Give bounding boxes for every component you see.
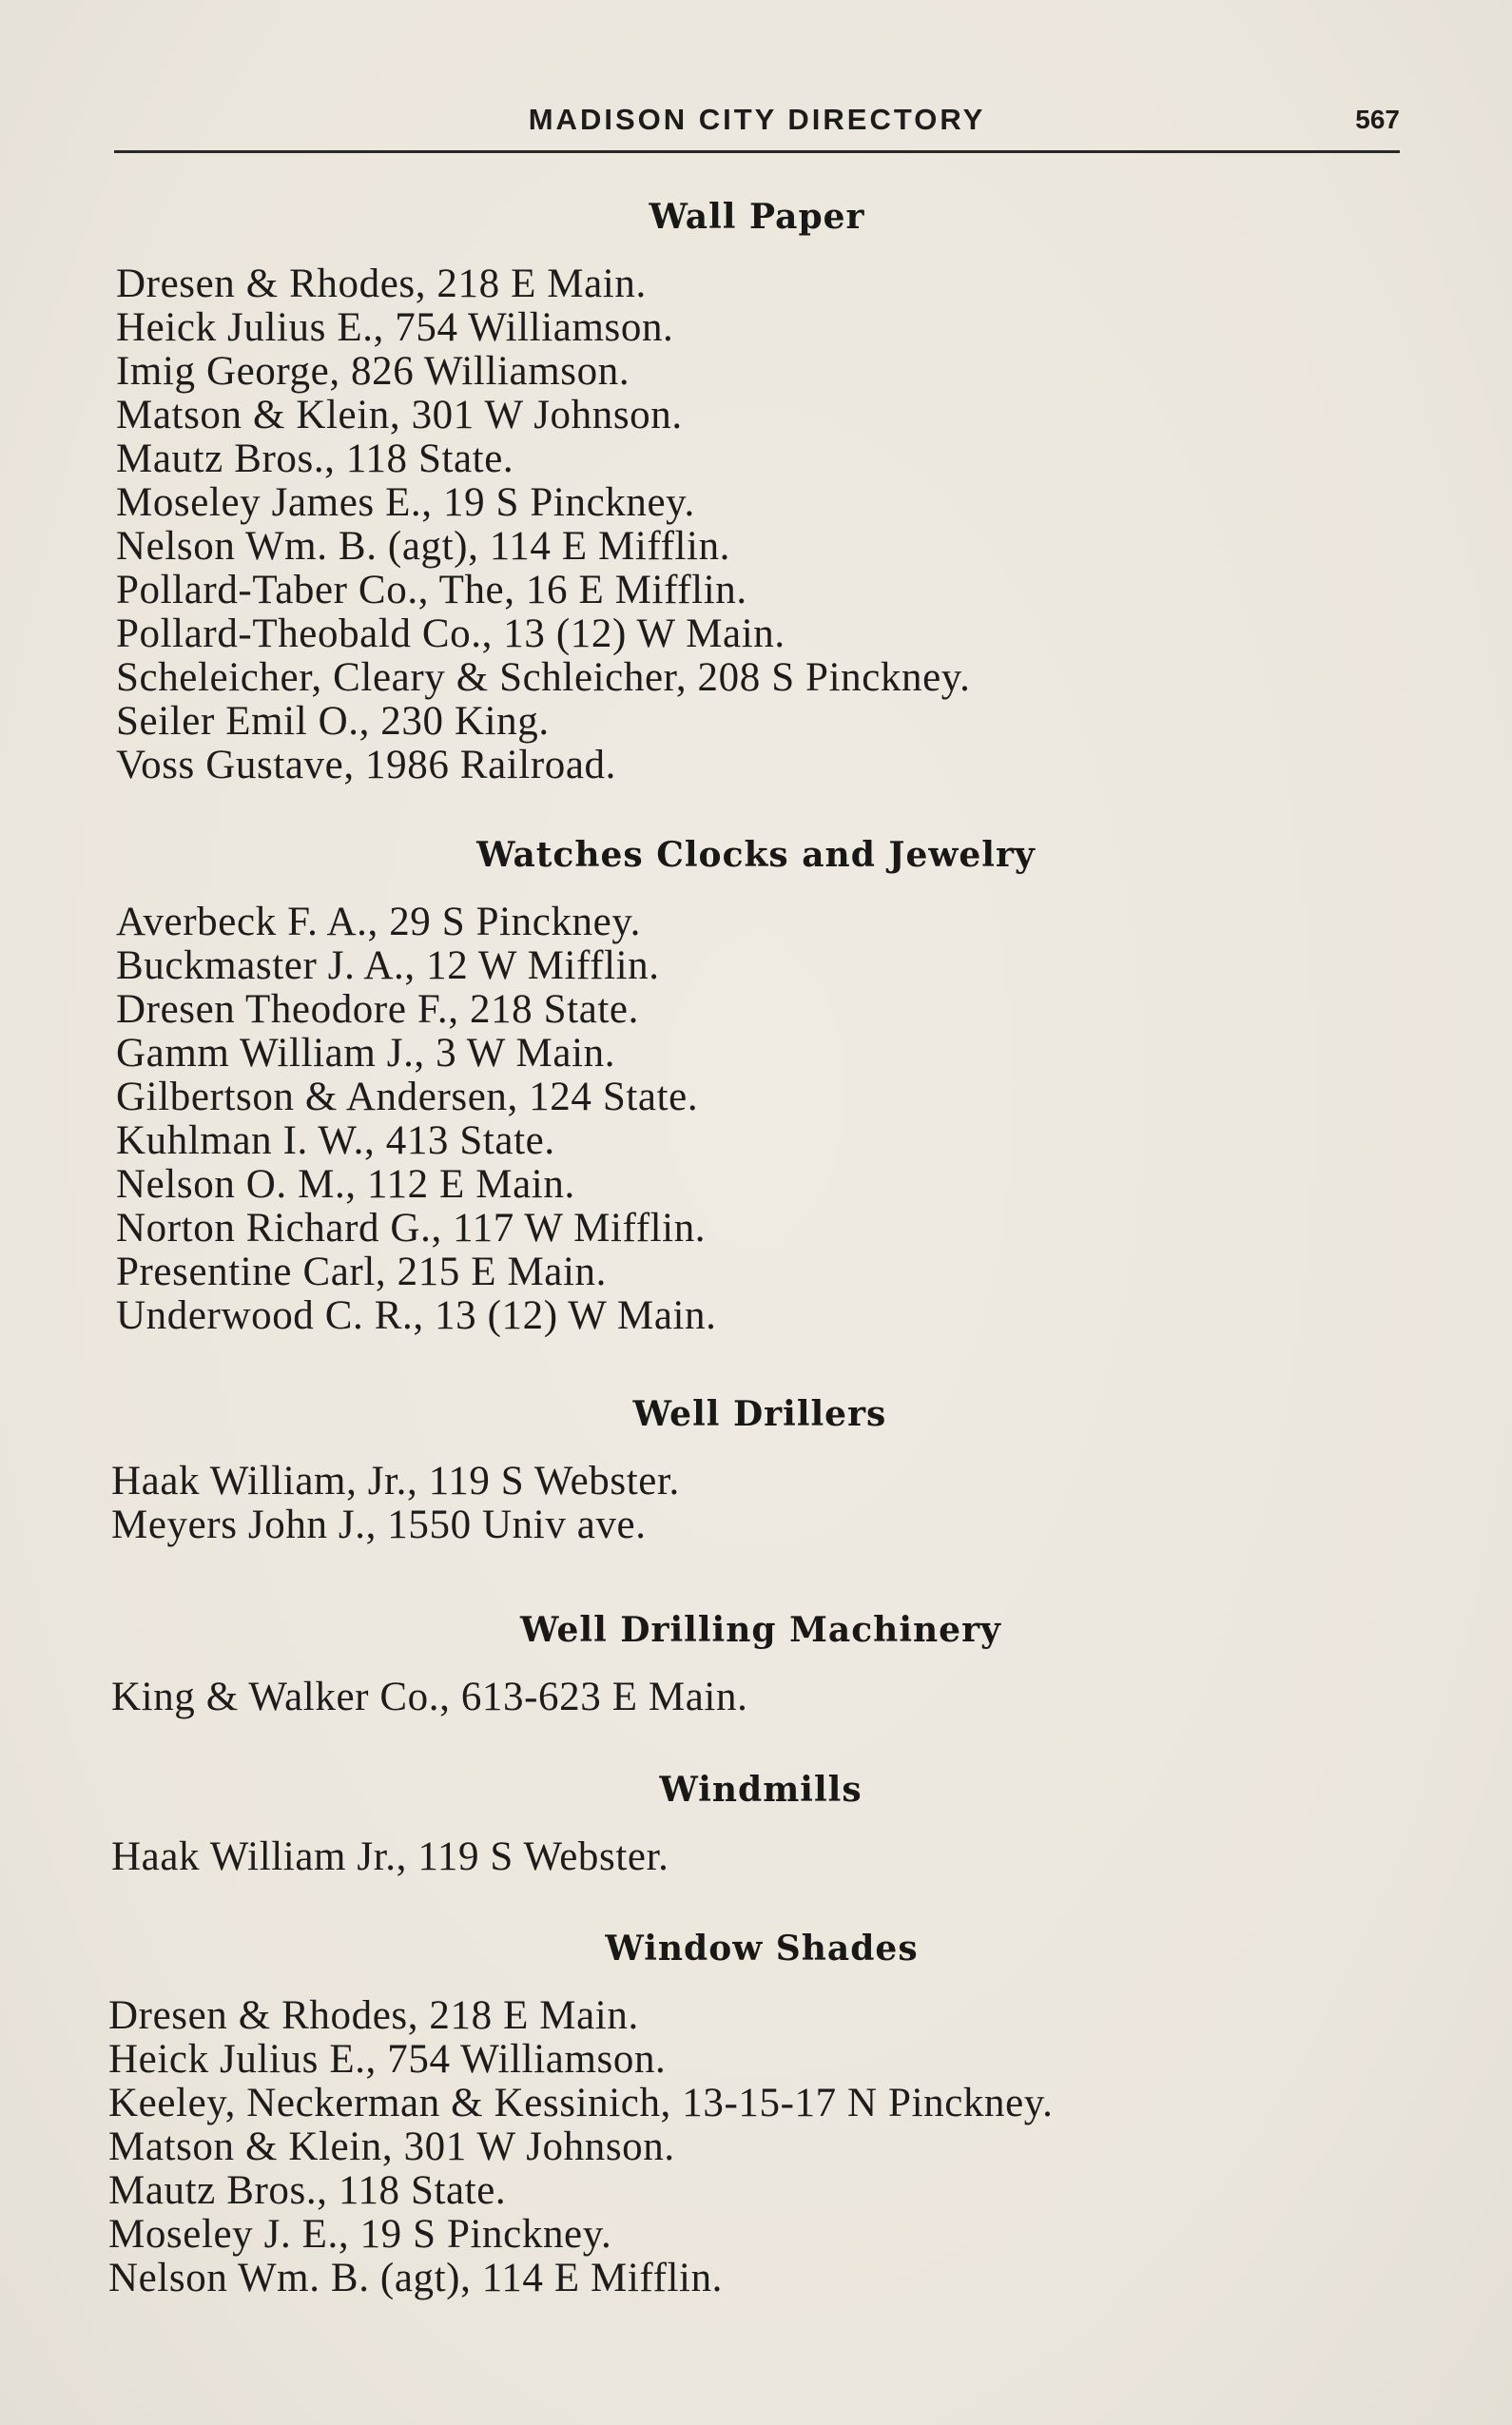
directory-entry: Nelson Wm. B. (agt), 114 E Mifflin. — [108, 2256, 724, 2300]
section-heading: Well Drillers — [632, 1394, 887, 1434]
section-heading: Wall Paper — [649, 197, 865, 237]
directory-entry: Dresen Theodore F., 218 State. — [116, 987, 639, 1032]
entry-list — [108, 1994, 1512, 2300]
directory-entry: Seiler Emil O., 230 King. — [116, 699, 550, 744]
directory-section — [0, 834, 1512, 1338]
running-head — [114, 103, 1400, 153]
directory-entry: Presentine Carl, 215 E Main. — [116, 1250, 607, 1294]
directory-entry: Norton Richard G., 117 W Mifflin. — [116, 1206, 707, 1251]
running-title: MADISON CITY DIRECTORY — [528, 103, 986, 136]
directory-entry: Nelson Wm. B. (agt), 114 E Mifflin. — [116, 524, 731, 569]
entry-list — [111, 1676, 1512, 1719]
directory-entry: Moseley J. E., 19 S Pinckney. — [108, 2212, 612, 2257]
directory-entry: King & Walker Co., 613-623 E Main. — [111, 1675, 748, 1719]
directory-section — [0, 1393, 1512, 1547]
directory-entry: Underwood C. R., 13 (12) W Main. — [116, 1293, 717, 1338]
section-heading: Window Shades — [605, 1929, 919, 1969]
directory-entry: Dresen & Rhodes, 218 E Main. — [116, 262, 647, 306]
directory-entry: Haak William Jr., 119 S Webster. — [111, 1834, 669, 1879]
entry-list — [116, 901, 1512, 1338]
directory-entry: Meyers John J., 1550 Univ ave. — [111, 1503, 647, 1547]
directory-entry: Nelson O. M., 112 E Main. — [116, 1162, 575, 1207]
directory-section — [0, 1609, 1512, 1719]
directory-entry: Scheleicher, Cleary & Schleicher, 208 S Pinckney. — [116, 655, 971, 700]
section-heading: Watches Clocks and Jewelry — [476, 835, 1036, 875]
directory-entry: Heick Julius E., 754 Williamson. — [108, 2037, 667, 2082]
directory-entry: Matson & Klein, 301 W Johnson. — [116, 393, 683, 437]
directory-section — [0, 1928, 1512, 2300]
directory-entry: Moseley James E., 19 S Pinckney. — [116, 480, 695, 525]
directory-entry: Heick Julius E., 754 Williamson. — [116, 305, 674, 350]
directory-entry: Kuhlman I. W., 413 State. — [116, 1118, 555, 1163]
directory-entry: Mautz Bros., 118 State. — [108, 2168, 507, 2213]
entry-list — [111, 1460, 1512, 1547]
directory-entry: Pollard-Taber Co., The, 16 E Mifflin. — [116, 568, 747, 612]
directory-section — [0, 1769, 1512, 1879]
section-heading: Well Drilling Machinery — [520, 1610, 1001, 1650]
directory-entry: Voss Gustave, 1986 Railroad. — [116, 743, 616, 787]
directory-entry: Averbeck F. A., 29 S Pinckney. — [116, 900, 641, 944]
entry-list — [111, 1835, 1512, 1879]
directory-entry: Gamm William J., 3 W Main. — [116, 1031, 616, 1076]
page-number: 567 — [1355, 105, 1400, 134]
directory-entry: Buckmaster J. A., 12 W Mifflin. — [116, 943, 660, 988]
entry-list — [116, 262, 1512, 787]
directory-entry: Keeley, Neckerman & Kessinich, 13-15-17 N Pinckney. — [108, 2081, 1054, 2125]
directory-section — [0, 196, 1512, 787]
directory-entry: Matson & Klein, 301 W Johnson. — [108, 2124, 675, 2169]
directory-entry: Gilbertson & Andersen, 124 State. — [116, 1075, 699, 1119]
directory-entry: Haak William, Jr., 119 S Webster. — [111, 1459, 680, 1504]
section-heading: Windmills — [659, 1770, 863, 1810]
directory-entry: Imig George, 826 Williamson. — [116, 349, 630, 394]
directory-entry: Mautz Bros., 118 State. — [116, 436, 514, 481]
directory-entry: Dresen & Rhodes, 218 E Main. — [108, 1993, 639, 2038]
directory-entry: Pollard-Theobald Co., 13 (12) W Main. — [116, 611, 785, 656]
